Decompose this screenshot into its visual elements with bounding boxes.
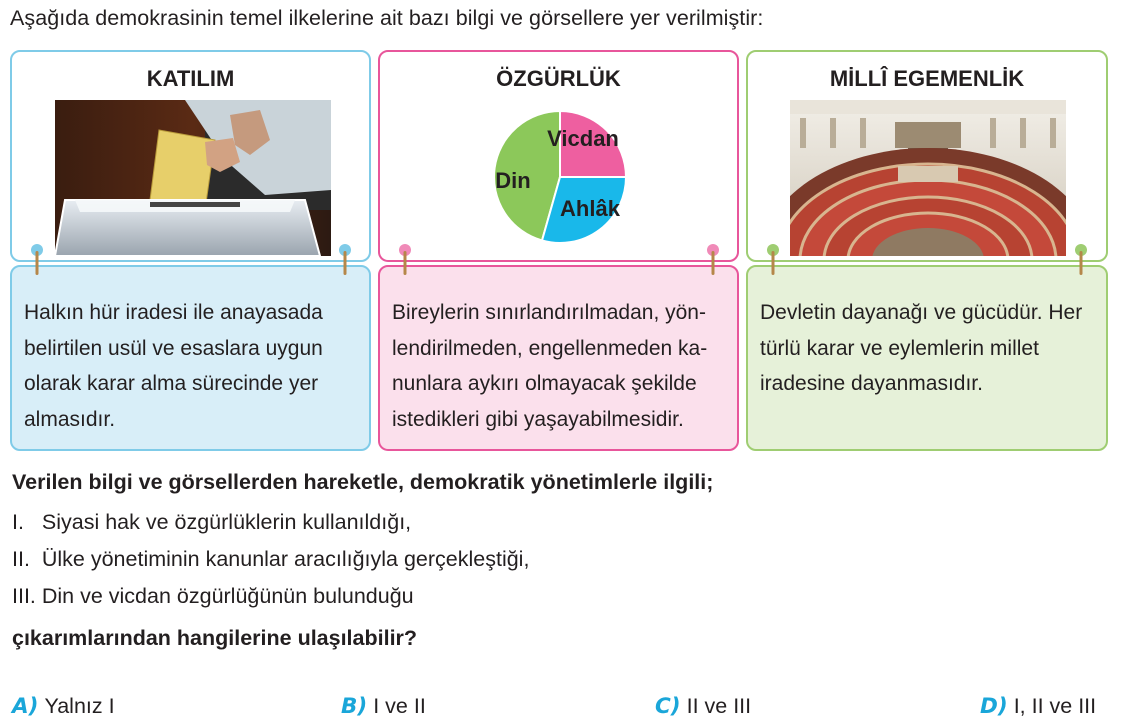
pie-label-ahlak: Ahlâk (560, 196, 620, 221)
ozgurluk-image-card (378, 50, 739, 262)
statement-3: III. Din ve vicdan özgürlüğünün bulunduğu (12, 584, 414, 608)
binder-pin-icon (1073, 243, 1089, 279)
milli-egemenlik-description: Devletin dayanağı ve gücüdür. Her türlü karar ve eylemlerin millet iradesine dayanmasıdır. (760, 301, 1083, 395)
katilim-title: KATILIM (146, 66, 235, 91)
question-stem: Verilen bilgi ve görsellerden hareketle, demokratik yönetimlerle ilgili; (12, 470, 714, 494)
katilim-description: Halkın hür iradesi ile anayasada belirtilen usül ve esaslara uygun olarak karar alma sürecinde yer almasıdır. (24, 301, 323, 431)
answer-option-d[interactable]: D) I, II ve III (980, 694, 1097, 719)
question-end: çıkarımlarından hangilerine ulaşılabilir? (12, 626, 418, 650)
answer-option-a[interactable]: A) Yalnız I (12, 694, 115, 719)
freedom-pie-chart (485, 110, 635, 244)
statement-1: I. Siyasi hak ve özgürlüklerin kullanıldığı, (12, 510, 412, 534)
pie-label-din: Din (495, 168, 531, 193)
katilim-image-card (10, 50, 371, 262)
milli-egemenlik-text-card (746, 265, 1108, 451)
milli-egemenlik-title: MİLLÎ EGEMENLİK (829, 66, 1025, 91)
binder-pin-icon (337, 243, 353, 279)
answer-option-b[interactable]: B) I ve II (341, 694, 426, 719)
answer-option-c[interactable]: C) II ve III (655, 694, 752, 719)
binder-pin-icon (705, 243, 721, 279)
parliament-photo (790, 100, 1066, 256)
ozgurluk-text-card (378, 265, 739, 451)
katilim-text-card (10, 265, 371, 451)
binder-pin-icon (29, 243, 45, 279)
pie-label-vicdan: Vicdan (547, 126, 619, 151)
milli-egemenlik-image-card (746, 50, 1108, 262)
statement-2: II. Ülke yönetiminin kanunlar aracılığıyla gerçekleştiği, (12, 547, 530, 571)
binder-pin-icon (397, 243, 413, 279)
ozgurluk-title: ÖZGÜRLÜK (496, 66, 621, 91)
ozgurluk-description: Bireylerin sınırlandırılmadan, yön- lendirilmeden, engellenmeden ka- nunlara aykırı olmayacak şekilde istedikleri gibi yaşayabilmesidir. (392, 301, 708, 431)
ballot-box-photo (55, 100, 331, 256)
binder-pin-icon (765, 243, 781, 279)
intro-text: Aşağıda demokrasinin temel ilkelerine ait bazı bilgi ve görsellere yer verilmiştir: (10, 6, 764, 30)
